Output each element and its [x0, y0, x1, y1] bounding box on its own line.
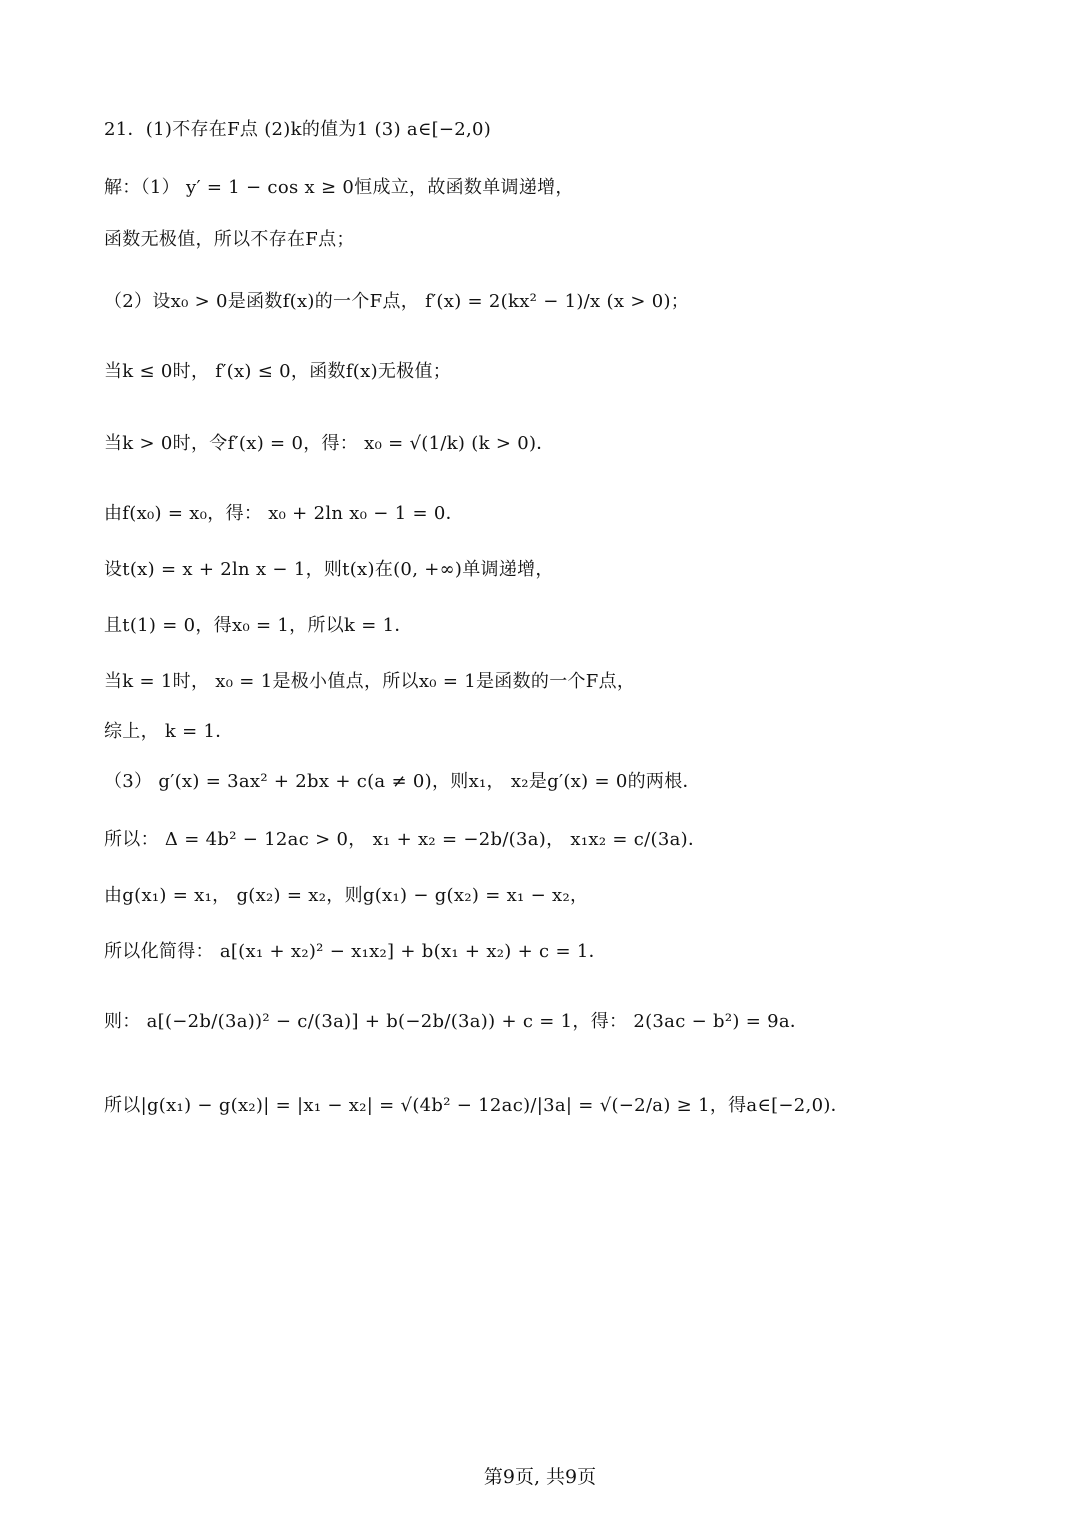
answer-summary: 21．(1)不存在F点 (2)k的值为1 (3) a∈[−2,0)	[104, 119, 492, 140]
solution-line-12: 所以： Δ = 4b² − 12ac > 0， x₁ + x₂ = −2b/(3a)， x₁x₂ = c/(3a)．	[104, 829, 707, 850]
solution-line-8: 且t(1) = 0，得x₀ = 1，所以k = 1．	[104, 615, 413, 636]
solution-line-15: 则： a[(−2b/(3a))² − c/(3a)] + b(−2b/(3a)) + c = 1，得： 2(3ac − b²) = 9a．	[104, 1011, 809, 1032]
solution-line-9: 当k = 1时， x₀ = 1是极小值点，所以x₀ = 1是函数的一个F点，	[104, 671, 636, 692]
solution-line-7: 设t(x) = x + 2ln x − 1，则t(x)在(0, +∞)单调递增，	[104, 559, 554, 580]
solution-line-1: 解：（1） y′ = 1 − cos x ≥ 0恒成立，故函数单调递增，	[104, 177, 574, 198]
solution-line-14: 所以化简得： a[(x₁ + x₂)² − x₁x₂] + b(x₁ + x₂) + c = 1．	[104, 941, 607, 962]
solution-line-16: 所以|g(x₁) − g(x₂)| = |x₁ − x₂| = √(4b² − 12ac)/|3a| = √(−2/a) ≥ 1，得a∈[−2,0)．	[104, 1095, 849, 1116]
page-footer: 第9页, 共9页	[483, 1466, 597, 1488]
solution-line-11: （3） g′(x) = 3ax² + 2bx + c(a ≠ 0)，则x₁， x₂是g′(x) = 0的两根．	[104, 771, 701, 792]
solution-line-4: 当k ≤ 0时， f′(x) ≤ 0，函数f(x)无极值；	[104, 361, 452, 382]
solution-line-10: 综上， k = 1．	[104, 721, 234, 742]
solution-line-3: （2）设x₀ > 0是函数f(x)的一个F点， f′(x) = 2(kx² − 1)/x (x > 0)；	[104, 291, 690, 312]
solution-line-5: 当k > 0时，令f′(x) = 0，得： x₀ = √(1/k) (k > 0)．	[104, 433, 555, 454]
solution-line-6: 由f(x₀) = x₀，得： x₀ + 2ln x₀ − 1 = 0．	[104, 503, 464, 524]
solution-line-2: 函数无极值，所以不存在F点；	[104, 229, 355, 250]
solution-line-13: 由g(x₁) = x₁， g(x₂) = x₂，则g(x₁) − g(x₂) = x₁ − x₂，	[104, 885, 589, 906]
